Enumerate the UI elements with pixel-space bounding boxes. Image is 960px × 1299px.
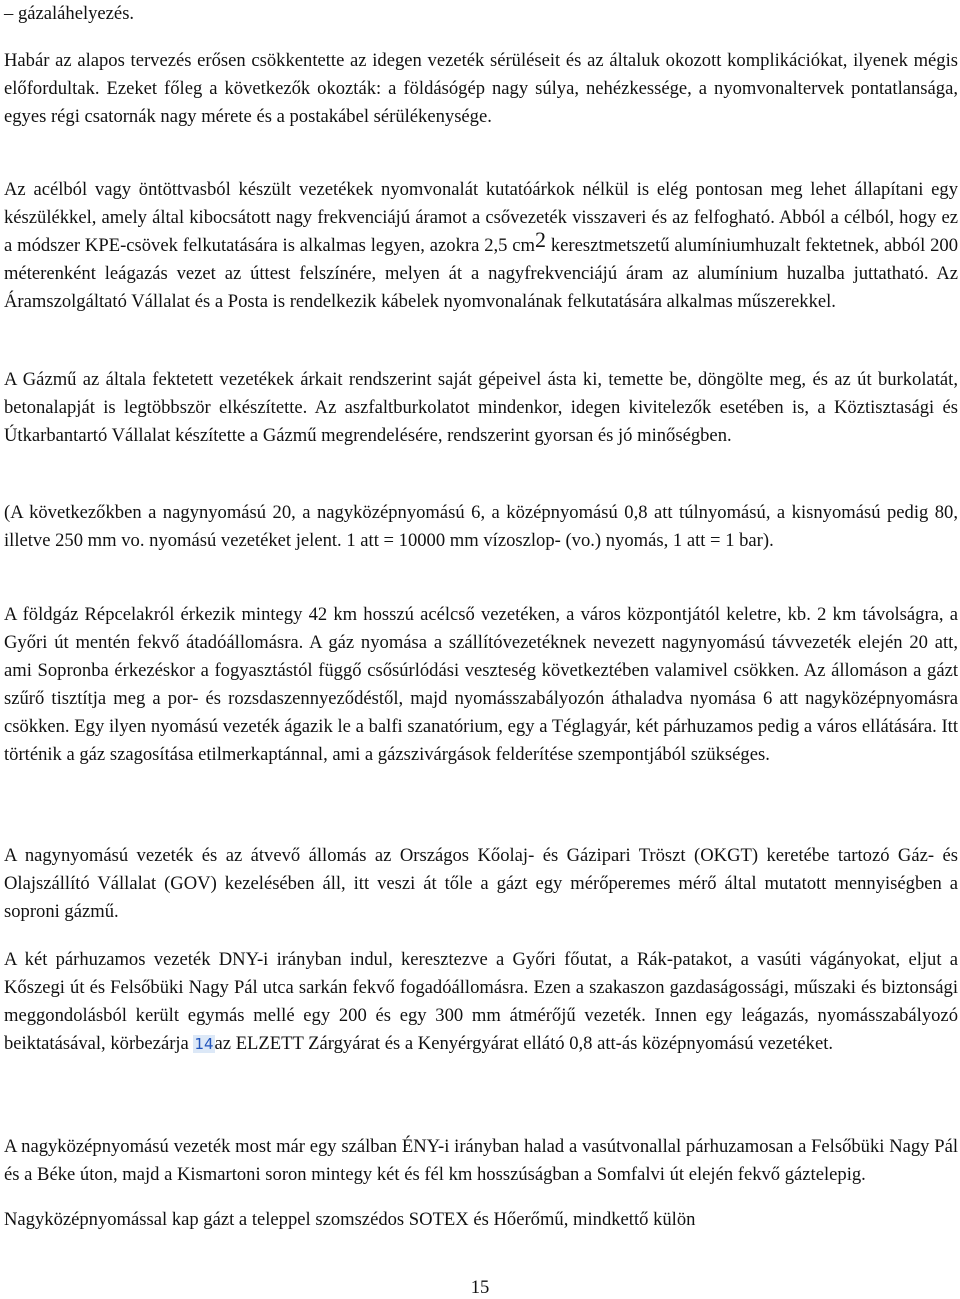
paragraph-pressure-definitions: (A következőkben a nagynyomású 20, a nagyközépnyomású 6, a középnyomású 0,8 att túlnyomású, a kisnyomású pedig 80, illetve 250 mm vo. nyomású vezetéket jelent. 1 att = 10000 mm vízoszlop- (vo.) nyomás, 1 att = 1 bar). [4, 502, 958, 551]
superscript: 2 [535, 227, 546, 252]
page-number: 15 [470, 1277, 490, 1298]
paragraph-sotex: Nagyközépnyomással kap gázt a teleppel szomszédos SOTEX és Hőerőmű, mindkettő külön [4, 1209, 696, 1230]
paragraph-text: keresztmetszetű alumíniumhuzalt fektetnek, abból 200 méterenként leágazás vezet az úttest felszínére, melyen át a nagyfrekvenciájú áram az alumínium huzalba juttatható. Az Áramszolgáltató Vállalat és a Posta is rendelkezik kábelek nyomvonalának felkutatására alkalmas műszerekkel. [4, 235, 958, 312]
paragraph-trenches: A Gázmű az általa fektetett vezetékek árkait rendszerint saját gépeivel ásta ki, temette be, döngölte meg, és az út burkolatát, betonalapját is legtöbbször elkészítette. Az aszfaltburkolatot mindenkor, idegen kivitelezők esetében is, a Köztisztasági és Útkarbantartó Vállalat készítette a Gázmű megrendelésére, rendszerint gyorsan és jó minőségben. [4, 369, 958, 446]
paragraph-okgt: A nagynyomású vezeték és az átvevő állomás az Országos Kőolaj- és Gázipari Tröszt (OKGT) keretébe tartozó Gáz- és Olajszállító Vállalat (GOV) kezelésében áll, itt veszi át tőle a gázt egy mérőperemes mérő által mutatott mennyiségben a soproni gázmű. [4, 845, 958, 922]
paragraph-list-item: – gázaláhelyezés. [4, 3, 135, 24]
paragraph-text: az ELZETT Zárgyárat és a Kenyérgyárat ellátó 0,8 att-ás középnyomású vezetéket. [214, 1033, 834, 1054]
paragraph-gas-supply: A földgáz Répcelakról érkezik mintegy 42 km hosszú acélcső vezetéken, a város központjától keletre, kb. 2 km távolságra, a Győri út mentén fekvő átadóállomásra. A gáz nyomása a szállítóvezetéknek nevezett nagynyomású távvezeték elején 20 att, ami Sopronba érkezéskor a fogyasztástól függő csősúrlódási veszteség következtében valamivel csökken. Az állomáson a gázt szűrő tisztítja meg a por- és rozsdaszennyeződéstől, majd nyomásszabályozón áthaladva nyomása 6 att nagyközépnyomásra csökken. Egy ilyen nyomású vezeték ágazik le a balfi szanatórium, egy a Téglagyár, két párhuzamos pedig a város ellátására. Itt történik a gáz szagosítása etilmerkaptánnal, ami a gázszivárgások felderítése szempontjából szükséges. [4, 604, 958, 765]
paragraph-medium-pressure: A nagyközépnyomású vezeték most már egy szálban ÉNY-i irányban halad a vasútvonallal párhuzamosan a Felsőbüki Nagy Pál és a Béke úton, majd a Kismartoni soron mintegy két és fél km hosszúságban a Somfalvi út elején fekvő gáztelepig. [4, 1136, 958, 1185]
paragraph-pipe-detection [4, 176, 958, 316]
paragraph-text: A két párhuzamos vezeték DNY-i irányban indul, keresztezve a Győri főutat, a Rák-patakot, a vasúti vágányokat, eljut a Kőszegi út és Felsőbüki Nagy Pál utca sarkán fekvő fogadóállomásra. Ezen a szakaszon gazdaságossági, műszaki és biztonsági meggondolásból került egymás mellé egy 200 és egy 300 mm átmérőjű vezeték. Innen egy leágazás, nyomásszabályozó beiktatásával, körbezárja [4, 949, 958, 1054]
page-link-badge[interactable]: 14 [194, 1035, 214, 1053]
paragraph-parallel-pipes [4, 946, 958, 1058]
paragraph-text: Az acélból vagy öntöttvasból készült vezetékek nyomvonalát kutatóárkok nélkül is elég pontosan meg lehet állapítani egy készülékkel, amely által kibocsátott nagy frekvenciájú áramot a csővezeték visszaveri és az felfogható. Abból a célból, hogy ez a módszer KPE-csövek felkutatására is alkalmas legyen, azokra 2,5 cm [4, 179, 958, 256]
paragraph-damages: Habár az alapos tervezés erősen csökkentette az idegen vezeték sérüléseit és az általuk okozott komplikációkat, ilyenek mégis előfordultak. Ezeket főleg a következők okozták: a földásógép nagy súlya, nehézkessége, a nyomvonaltervek pontatlansága, egyes régi csatornák nagy mérete és a postakábel sérülékenysége. [4, 50, 958, 127]
